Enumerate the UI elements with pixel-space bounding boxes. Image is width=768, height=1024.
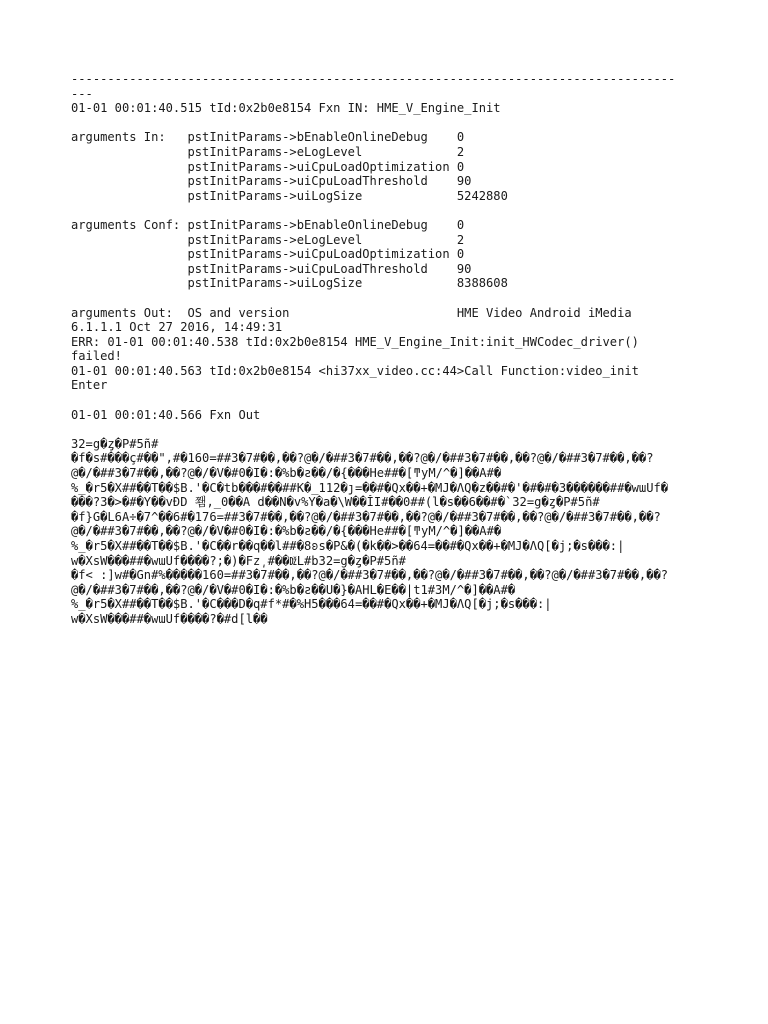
log-line: pstInitParams->eLogLevel 2: [71, 232, 465, 247]
log-line: Enter: [71, 378, 108, 393]
log-line: pstInitParams->eLogLevel 2: [71, 144, 465, 159]
log-line: %_�r5�X##��T��$B.'�C�tb���#��##K�_112�ȷ=��#�Qx��+�MJ�ΛQ�z��#�'�#�#�3������##�wɯUf�: [71, 480, 669, 495]
log-line: failed!: [71, 349, 122, 364]
log-line: 01-01 00:01:40.566 Fxn Out: [71, 407, 261, 422]
log-document: [71, 72, 711, 627]
log-line: 01-01 00:01:40.515 tId:0x2b0e8154 Fxn IN: HME_V_Engine_Init: [71, 101, 501, 116]
log-line: arguments In: pstInitParams->bEnableOnlineDebug 0: [71, 130, 465, 145]
log-line: �f�s#���ç#��",#�160=##3�7#��,��?@�/�##3�7#��,��?@�/�##3�7#��,��?@�/�##3�7#��,��?: [71, 451, 654, 466]
log-line: 01-01 00:01:40.563 tId:0x2b0e8154 <hi37xx_video.cc:44>Call Function:video_init: [71, 363, 639, 378]
log-line: @�/�##3�7#��,��?@�/�V�#0�I�:�%b�ƨ��/�{���He##�[ͳyM/^�]��A#�: [71, 466, 502, 481]
log-line: pstInitParams->uiCpuLoadOptimization 0: [71, 247, 465, 262]
log-line: pstInitParams->uiCpuLoadOptimization 0: [71, 159, 465, 174]
log-line: -----------------------------------------------------------------------------------: [71, 72, 676, 86]
log-line: pstInitParams->uiLogSize 8388608: [71, 276, 508, 291]
log-line: ---: [71, 86, 93, 101]
log-line: pstInitParams->uiCpuLoadThreshold 90: [71, 261, 472, 276]
log-line: w�XsW���##�wɯUf����?�#d[l��: [71, 611, 268, 626]
log-line: [71, 422, 711, 437]
log-line: 6.1.1.1 Oct 27 2016, 14:49:31: [71, 320, 283, 335]
log-line: %_�r5�X##��T��$B.'�C���D�q#f*#�%H5���64=��#�Qx��+�MJ�ΛQ[�j;�s���:|: [71, 597, 552, 612]
log-line: [71, 291, 711, 306]
log-line: �f< :]w#�Gn#%�����160=##3�7#��,��?@�/�##3�7#��,��?@�/�##3�7#��,��?@�/�##3�7#��,��?: [71, 568, 669, 583]
log-line: ERR: 01-01 00:01:40.538 tId:0x2b0e8154 HME_V_Engine_Init:init_HWCodec_driver(): [71, 334, 639, 349]
log-line: [71, 203, 711, 218]
log-line: arguments Conf: pstInitParams->bEnableOnlineDebug 0: [71, 217, 465, 232]
log-line: w�XsW���##�wɯUf����?;�)�Fz͵#��ǅL#b32=g�ȥ�P#5ñ#: [71, 553, 406, 568]
log-line: �f}G�L6A÷�7^��6#�176=##3�7#��,��?@�/�##3�7#��,��?@�/�##3�7#��,��?@�/�##3�7#��,��?: [71, 509, 661, 524]
log-line: [71, 116, 711, 131]
log-line: 32=g�ȥ�P#5ñ#: [71, 436, 159, 451]
log-line: pstInitParams->uiLogSize 5242880: [71, 188, 508, 203]
log-line: [71, 393, 711, 408]
log-line: arguments Out: OS and version HME Video Android iMedia: [71, 305, 632, 320]
log-line: @�/�##3�7#��,��?@�/�V�#0�I�:�%b�ƨ��/�{���He##�[ͳyM/^�]��A#�: [71, 524, 502, 539]
log-line: %_�r5�X##��T��$B.'�C��r��q��l##�8ʚs�P&�(�k��>��64=��#�Qx��+�MJ�ΛQ[�j;�s���:|: [71, 539, 625, 553]
log-line: pstInitParams->uiCpuLoadThreshold 90: [71, 174, 472, 189]
log-line: ���?3�>�#�Y��vĐD 쬄,_0��A d��N�v%Y�a�\W��ǏI#��0##(l�s��6��#�`32=g�ȥ�P#5ñ#: [71, 495, 600, 510]
log-line: @�/�##3�7#��,��?@�/�V�#0�I�:�%b�ƨ��U�}�AHL�E��|t1#3M/^�]��A#�: [71, 582, 516, 597]
